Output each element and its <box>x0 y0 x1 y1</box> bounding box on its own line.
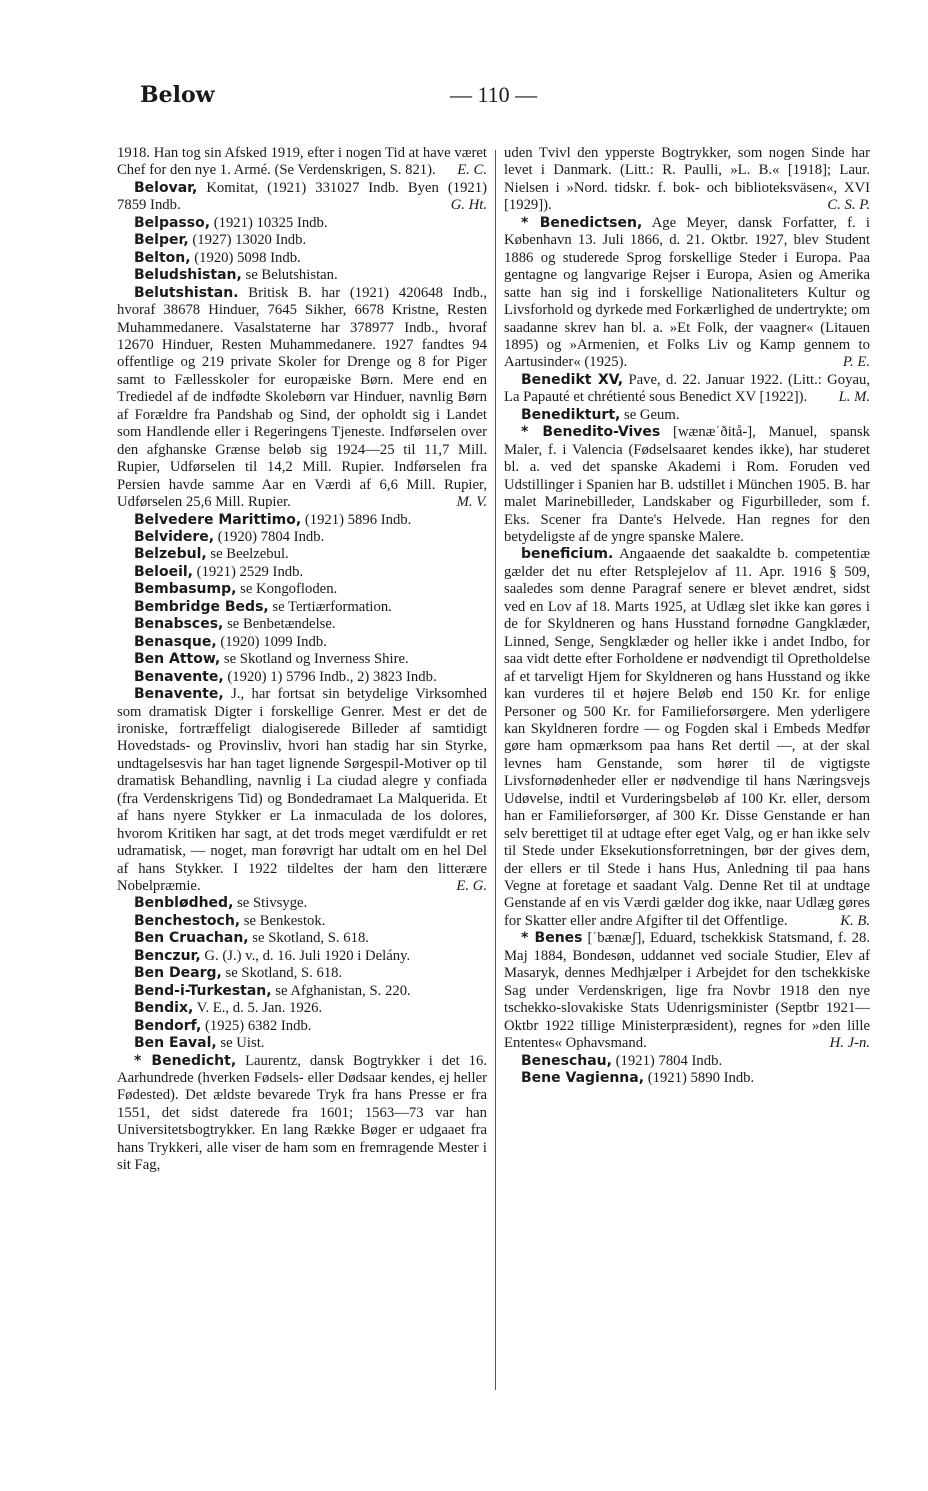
entry <box>117 232 487 249</box>
author-signature: K. B. <box>840 912 870 929</box>
entry-text: (1920) 1099 Indb. <box>220 633 327 650</box>
entry <box>117 1053 487 1175</box>
author-signature: P. E. <box>842 354 870 371</box>
left-column <box>117 145 487 1175</box>
entry-headword: Belper, <box>134 232 189 249</box>
column-divider <box>495 150 496 1390</box>
page-header <box>140 80 860 114</box>
entry-headword: Belzebul, <box>134 546 207 563</box>
entry-headword: Bembasump, <box>134 581 237 598</box>
entry-text: [wænæˈðitå-], Manuel, spansk Maler, f. i Valencia (Fødselsaaret kendes ikke), har studeret bl. a. ved det spanske Akademi i Rom. Foruden ved Udstillinger i Spanien har B. udstillet i München 1905. B. har malet Marinebilleder, Landskaber og Figurbilleder, som f. Eks. Scener fra Dante's Helvede. Han regnes for den betydeligste af de yngre spanske Malere. <box>504 424 870 545</box>
entry-headword: * Benedito-Vives <box>521 424 661 441</box>
entry-text: se Stivsyge. <box>237 895 308 912</box>
entry-text: se Skotland, S. 618. <box>225 965 343 982</box>
entry <box>117 913 487 930</box>
entry <box>504 930 870 1052</box>
entry-text: (1921) 10325 Indb. <box>213 214 328 231</box>
entry-text: Laurentz, dansk Bogtrykker i det 16. Aarhundrede (hverken Fødsels- eller Dødsaar kendes, ej heller Fødested). Det ældste bevarede Tryk fra hans Presse er fra 1551, det sidst daterede fra 1601; 1563—73 var han Universitetsbogtrykker. En lang Række Bøger er udgaaet fra hans Trykkeri, alle viser de ham som en fremragende Mester i sit Fag, <box>117 1052 487 1174</box>
entry-headword: Belovar, <box>134 179 198 196</box>
entry-headword: Benchestoch, <box>134 912 241 929</box>
entry-text: Age Meyer, dansk Forfatter, f. i København 13. Juli 1866, d. 21. Oktbr. 1927, blev Student 1886 og studerede Sprog forskellige Steder i Europa. Paa gentagne og langvarige Rejser i Europa, Asien og Amerika satte han sig ind i forskellige Nationaliteters Kultur og Livsforhold og dyrkede med Forkærlighed de undertrykte; om saadanne skrev han bl. a. »Et Folk, der vaagner« (Litauen 1895) og »Armenien, et Folks Liv og Kamp gennem to Aartusinder« (1925). <box>504 214 871 371</box>
entry-headword: Benasque, <box>134 633 217 650</box>
entry-text: Pave, d. 22. Januar 1922. (Litt.: Goyau, La Papauté et chrétienté sous Benedict XV [1922]). <box>504 371 871 406</box>
entry-headword: Benedikt XV, <box>521 371 624 388</box>
entry-headword: Benedikturt, <box>521 406 621 423</box>
entry-text: (1920) 7804 Indb. <box>217 528 325 545</box>
entry <box>504 1053 870 1070</box>
entry <box>117 512 487 529</box>
entry <box>117 581 487 598</box>
entry-text: se Tertiærformation. <box>272 598 392 615</box>
entry-text: V. E., d. 5. Jan. 1926. <box>196 1000 323 1017</box>
entry <box>117 930 487 947</box>
entry <box>117 634 487 651</box>
entry-headword: Beneschau, <box>521 1052 612 1069</box>
entry <box>117 599 487 616</box>
entry <box>117 529 487 546</box>
entry <box>117 686 487 895</box>
author-signature: M. V. <box>456 494 487 511</box>
entry-headword: Benczur, <box>134 947 201 964</box>
entry-headword: Benabsces, <box>134 616 224 633</box>
entry <box>117 180 487 215</box>
entry-text: (1927) 13020 Indb. <box>192 232 307 249</box>
catchword: Below <box>140 82 215 108</box>
entry-headword: Bendorf, <box>134 1017 202 1034</box>
author-signature: L. M. <box>838 389 870 406</box>
entry-text: (1921) 5896 Indb. <box>304 511 412 528</box>
entry-headword: Bene Vagienna, <box>521 1070 645 1087</box>
entry-text: (1920) 5098 Indb. <box>194 249 301 266</box>
entry-text: (1921) 5890 Indb. <box>647 1070 755 1087</box>
entry-headword: Belvedere Marittimo, <box>134 511 302 528</box>
author-signature: H. J-n. <box>829 1035 870 1052</box>
entry <box>117 564 487 581</box>
entry <box>504 546 870 930</box>
author-signature: G. Ht. <box>450 197 487 214</box>
entry-text: 1918. Han tog sin Afsked 1919, efter i nogen Tid at have været Chef for den nye 1. Armé. (Se Verdenskrigen, S. 821). <box>117 145 487 179</box>
entry-text: (1925) 6382 Indb. <box>205 1017 312 1034</box>
entry-headword: Benavente, <box>134 686 224 703</box>
entry <box>117 983 487 1000</box>
entry-headword: * Benedicht, <box>134 1052 237 1069</box>
entry <box>117 1035 487 1052</box>
entry-text: se Beelzebul. <box>210 546 289 563</box>
entry-headword: Belvidere, <box>134 528 215 545</box>
entry-headword: Ben Attow, <box>134 651 221 668</box>
entry-text: G. (J.) v., d. 16. Juli 1920 i Delány. <box>204 947 411 964</box>
entry <box>504 1070 870 1087</box>
entry-headword: Ben Dearg, <box>134 965 222 982</box>
entry-text: Komitat, (1921) 331027 Indb. Byen (1921) 7859 Indb. <box>117 179 487 214</box>
entry-text: se Benbetændelse. <box>227 616 336 633</box>
entry-text: (1921) 2529 Indb. <box>196 563 304 580</box>
entry <box>117 215 487 232</box>
entry-headword: Ben Cruachan, <box>134 930 249 947</box>
entry-text: [ˈbænæʃ], Eduard, tschekkisk Statsmand, f. 28. Maj 1884, Bondesøn, uddannet ved sociale Studier, Elev af Masaryk, dennes Medhjælper i Arbejdet for den tschekkiske Sag under Verdenskrigen, lige fra Novbr 1918 den nye tschekko-slovakiske Stats Udenrigsminister (Septbr 1921—Oktbr 1922 tillige Ministerpræsident), regnes for »den lille Ententes« Ophavsmand. <box>504 930 870 1052</box>
author-signature: C. S. P. <box>827 197 870 214</box>
entry-headword: Beloeil, <box>134 563 193 580</box>
entry <box>117 145 487 180</box>
entry-text: se Geum. <box>624 406 680 423</box>
entry-headword: beneficium. <box>521 546 614 563</box>
entry <box>117 651 487 668</box>
entry <box>504 215 870 372</box>
entry-headword: Benavente, <box>134 668 224 685</box>
entry-text: se Skotland og Inverness Shire. <box>223 651 409 668</box>
entry-headword: Bendix, <box>134 1000 194 1017</box>
entry-headword: Belton, <box>134 249 191 266</box>
entry <box>117 616 487 633</box>
entry-headword: * Benedictsen, <box>521 214 643 231</box>
entry-headword: Belpasso, <box>134 214 211 231</box>
entry-text: se Afghanistan, S. 220. <box>275 982 411 999</box>
entry-text: (1921) 7804 Indb. <box>615 1052 723 1069</box>
entry-text: Angaaende det saakaldte b. competentiæ gælder det nu efter Retsplejelov af 11. Apr. 1916 § 509, saaledes som denne Paragraf senere er blevet ændret, sidst ved en Lov af 18. Marts 1925, at Udlæg slet ikke kan gøres i de for Skyldneren og hans Husstand fornødne Gangklæder, Linned, Senge, Sengklæder og heller ikke i andet Indbo, for saa vidt dette efter Forholdene er nødvendigt til Opretholdelse af et tarveligt Hjem for Skyldneren og hans Husstand og ikke kan vurderes til et højere Beløb end 150 Kr. for enlige Personer og 500 Kr. for Familieforsørgere. Men yderligere kan Skyldneren fordre — og Fogden skal i Embeds Medfør gøre ham opmærksom paa hans Ret dertil —, at der skal levnes ham Genstande, som hører til de vigtigste Livsfornødenheder eller er nødvendige til hans Næringsvejs Udøvelse, indtil et Vurderingsbeløb af 100 Kr. eller, dersom han er Familieforsørger, af 300 Kr. Disse Genstande er han selv berettiget til at udtage efter eget Valg, og er han ikke selv til Stede under Eksekutionsforretningen, bør der gives dem, der ellers er til Stede i hans Hus, Anledning til paa hans Vegne at foretage et saadant Valg. Denne Ret til at undtage Genstande af en vis Værdi gælder dog ikke, naar Udlæg gøres for Skatter eller andre Afgifter til det Offentlige. <box>504 546 870 929</box>
entry-headword: Beludshistan, <box>134 267 242 284</box>
entry <box>504 424 870 546</box>
entry <box>117 948 487 965</box>
entry <box>504 145 870 215</box>
entry <box>117 965 487 982</box>
author-signature: E. G. <box>456 878 487 895</box>
entry <box>117 546 487 563</box>
entry-text: se Benkestok. <box>243 912 326 929</box>
entry <box>117 895 487 912</box>
entry <box>117 285 487 512</box>
entry <box>117 669 487 686</box>
entry <box>117 1018 487 1035</box>
entry-headword: Benblødhed, <box>134 895 234 912</box>
entry-headword: Belutshistan. <box>134 284 239 301</box>
entry-text: (1920) 1) 5796 Indb., 2) 3823 Indb. <box>227 668 437 685</box>
entry-headword: Bend-i-Turkestan, <box>134 982 272 999</box>
entry-text: se Belutshistan. <box>245 267 338 284</box>
entry-text: J., har fortsat sin betydelige Virksomhed som dramatisk Digter i forskellige Genrer. Mest er det de ironiske, fortræffeligt dialogiserede Billeder af samtidigt Hovedstads- og Provinsliv, hvori han stadig har sin Styrke, undtagelsesvis har han taget lignende Sørgespil-Motiver op til dramatisk Behandling, navnlig i La ciudad alegre y confiada (fra Verdenskrigens Tid) og Bondedramaet La Malquerida. Et af hans nyere Stykker er La inmaculada de los dolores, hvorom Kritiken har sagt, at det trods meget værdifuldt er ret udramatisk, — noget, man forøvrigt har udtalt om en hel Del af hans Stykker. I 1922 tildeltes der ham den litterære Nobelpræmie. <box>117 686 487 895</box>
entry <box>117 267 487 284</box>
entry <box>504 372 870 407</box>
entry-text: se Kongofloden. <box>240 581 338 598</box>
entry-headword: Bembridge Beds, <box>134 598 269 615</box>
entry <box>117 1000 487 1017</box>
author-signature: E. C. <box>457 162 487 179</box>
entry-text: Britisk B. har (1921) 420648 Indb., hvoraf 38678 Hinduer, 7645 Sikher, 6678 Kristne, Resten Muhammedanere. Vasalstaterne har 378977 Indb., hvoraf 12670 Hinduer, Resten Muhammedanere. 1927 fandtes 94 offentlige og 219 private Skoler for Drenge og 8 for Piger samt to Fællesskoler for europæiske Børn. Mere end en Trediedel af de indfødte Skolebørn var Hinduer, navnlig Børn af Forældre fra Pandshab og Sind, der opholdt sig i Landet som Handlende eller i Regeringens Tjeneste. Indførselen over den afghanske Grænse beløb sig 1924—25 til 11,7 Mill. Rupier, Udførselen til 14,2 Mill. Rupier. Indførselen fra Persien havde samme Aar en Værdi af 6,6 Mill. Rupier, Udførselen 25,6 Mill. Rupier. <box>117 284 488 511</box>
entry-text: se Skotland, S. 618. <box>252 930 369 947</box>
page-number: — 110 — <box>450 82 538 107</box>
entry <box>117 250 487 267</box>
right-column <box>504 145 870 1087</box>
entry-text: uden Tvivl den ypperste Bogtrykker, som nogen Sinde har levet i Danmark. (Litt.: R. Paulli, »L. B.« [1918]; Laur. Nielsen i »Nord. tidskr. f. bok- och biblioteksväsen«, XVI [1929]). <box>504 145 870 214</box>
entry <box>504 407 870 424</box>
entry-headword: Ben Eaval, <box>134 1035 217 1052</box>
entry-text: se Uist. <box>220 1035 265 1052</box>
entry-headword: * Benes <box>521 930 583 947</box>
